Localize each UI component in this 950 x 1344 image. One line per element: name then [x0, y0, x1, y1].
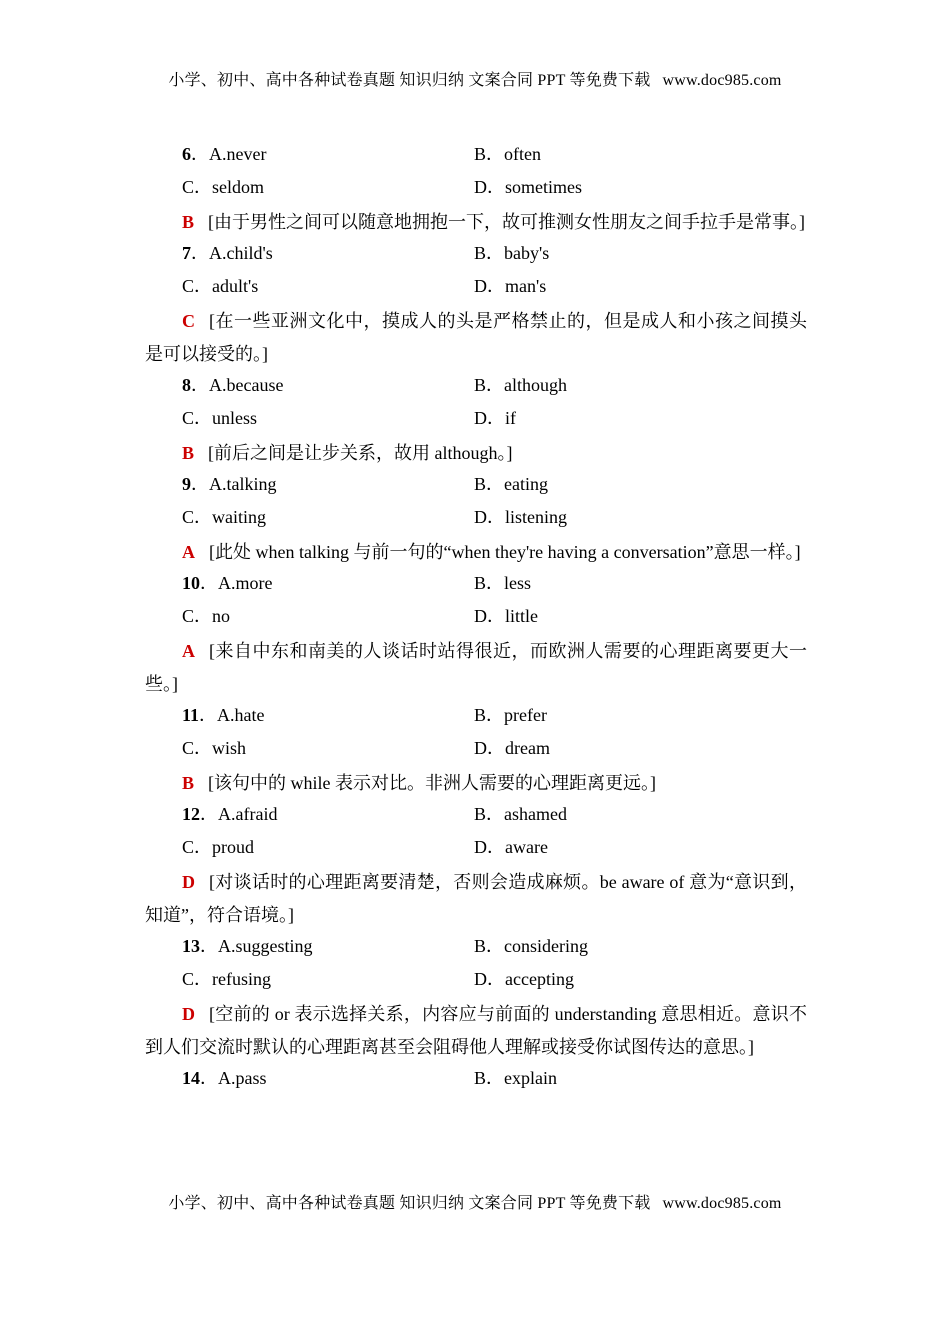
- question-number: 13: [182, 936, 200, 956]
- question-14-row-ab: 14．A.pass B．explain: [145, 1064, 807, 1097]
- option-a: A.talking: [209, 474, 277, 494]
- option-d: D．aware: [474, 837, 548, 857]
- question-9-row-ab: 9．A.talking B．eating: [145, 470, 807, 503]
- answer-letter: D: [182, 1004, 195, 1024]
- option-c: C．unless: [182, 408, 258, 428]
- question-12-row-cd: [145, 833, 807, 866]
- question-number: 14: [182, 1068, 200, 1088]
- question-9-explanation: [145, 536, 807, 569]
- question-7-explanation: [145, 305, 807, 371]
- question-11-row-cd: [145, 734, 807, 767]
- question-6-explanation: [145, 206, 807, 239]
- option-b: B．baby's: [474, 243, 550, 263]
- question-13-row-ab: 13．A.suggesting B．considering: [145, 932, 807, 965]
- question-number: 8: [182, 375, 191, 395]
- question-number: 12: [182, 804, 200, 824]
- option-d: D．sometimes: [474, 177, 582, 197]
- question-10-explanation: [145, 635, 807, 701]
- explanation-text: [前后之间是让步关系，故用 although。]: [208, 443, 513, 463]
- option-d: D．dream: [474, 738, 550, 758]
- answer-letter: B: [182, 443, 195, 463]
- question-8-row-ab: 8．A.because B．although: [145, 371, 807, 404]
- option-b: B．ashamed: [474, 804, 567, 824]
- question-7-row-ab: 7．A.child's B．baby's: [145, 239, 807, 272]
- option-b: B．although: [474, 375, 567, 395]
- answer-letter: C: [182, 311, 195, 331]
- option-a: A.afraid: [218, 804, 278, 824]
- option-d: D．listening: [474, 507, 567, 527]
- answer-letter: A: [182, 542, 195, 562]
- question-number: 6: [182, 144, 191, 164]
- option-a: A.because: [209, 375, 284, 395]
- option-a: A.suggesting: [218, 936, 313, 956]
- question-8-row-cd: [145, 404, 807, 437]
- explanation-text: [空前的 or 表示选择关系，内容应与前面的 understanding 意思相近。意识不到人们交流时默认的心理距离甚至会阻碍他人理解或接受你试图传达的意思。]: [145, 1004, 807, 1057]
- option-b: B．prefer: [474, 705, 547, 725]
- explanation-text: [该句中的 while 表示对比。非洲人需要的心理距离更远。]: [208, 773, 656, 793]
- explanation-text: [对谈话时的心理距离要清楚，否则会造成麻烦。be aware of 意为“意识到，知道”，符合语境。]: [145, 872, 807, 925]
- answer-letter: B: [182, 773, 195, 793]
- question-12-explanation: [145, 866, 807, 932]
- answer-letter: A: [182, 641, 195, 661]
- option-a: A.more: [218, 573, 273, 593]
- footer-url[interactable]: www.doc985.com: [662, 1195, 782, 1212]
- question-list: [145, 140, 807, 1097]
- header-text: 小学、初中、高中各种试卷真题 知识归纳 文案合同 PPT 等免费下载: [168, 72, 651, 89]
- page-header: [0, 67, 950, 90]
- question-9-row-cd: [145, 503, 807, 536]
- option-a: A.child's: [209, 243, 273, 263]
- option-b: B．eating: [474, 474, 548, 494]
- option-c: C．refusing: [182, 969, 271, 989]
- option-d: D．accepting: [474, 969, 574, 989]
- option-c: C．no: [182, 606, 231, 626]
- question-6-row-cd: [145, 173, 807, 206]
- question-number: 11: [182, 705, 200, 725]
- option-b: B．often: [474, 144, 541, 164]
- option-c: C．seldom: [182, 177, 265, 197]
- question-7-row-cd: [145, 272, 807, 305]
- option-a: A.pass: [218, 1068, 267, 1088]
- question-13-explanation: [145, 998, 807, 1064]
- question-number: 7: [182, 243, 191, 263]
- option-c: C．adult's: [182, 276, 259, 296]
- question-12-row-ab: 12．A.afraid B．ashamed: [145, 800, 807, 833]
- question-13-row-cd: [145, 965, 807, 998]
- footer-text: 小学、初中、高中各种试卷真题 知识归纳 文案合同 PPT 等免费下载: [168, 1195, 651, 1212]
- question-10-row-cd: [145, 602, 807, 635]
- explanation-text: [由于男性之间可以随意地拥抱一下，故可推测女性朋友之间手拉手是常事。]: [208, 212, 806, 232]
- question-11-row-ab: 11．A.hate B．prefer: [145, 701, 807, 734]
- option-d: D．man's: [474, 276, 547, 296]
- answer-letter: B: [182, 212, 195, 232]
- option-b: B．considering: [474, 936, 588, 956]
- option-a: A.hate: [217, 705, 265, 725]
- option-c: C．waiting: [182, 507, 266, 527]
- option-b: B．less: [474, 573, 532, 593]
- question-10-row-ab: 10．A.more B．less: [145, 569, 807, 602]
- question-11-explanation: [145, 767, 807, 800]
- option-d: D．if: [474, 408, 516, 428]
- answer-letter: D: [182, 872, 195, 892]
- question-8-explanation: [145, 437, 807, 470]
- explanation-text: [此处 when talking 与前一句的“when they're having a conversation”意思一样。]: [209, 542, 801, 562]
- option-b: B．explain: [474, 1068, 557, 1088]
- question-6-row-ab: 6．A.never B．often: [145, 140, 807, 173]
- option-c: C．proud: [182, 837, 254, 857]
- question-number: 10: [182, 573, 200, 593]
- explanation-text: [在一些亚洲文化中，摸成人的头是严格禁止的，但是成人和小孩之间摸头是可以接受的。]: [145, 311, 807, 364]
- option-c: C．wish: [182, 738, 247, 758]
- page-footer: [0, 1190, 950, 1213]
- option-a: A.never: [209, 144, 267, 164]
- header-url[interactable]: www.doc985.com: [662, 72, 782, 89]
- explanation-text: [来自中东和南美的人谈话时站得很近，而欧洲人需要的心理距离要更大一些。]: [145, 641, 807, 694]
- option-d: D．little: [474, 606, 538, 626]
- question-number: 9: [182, 474, 191, 494]
